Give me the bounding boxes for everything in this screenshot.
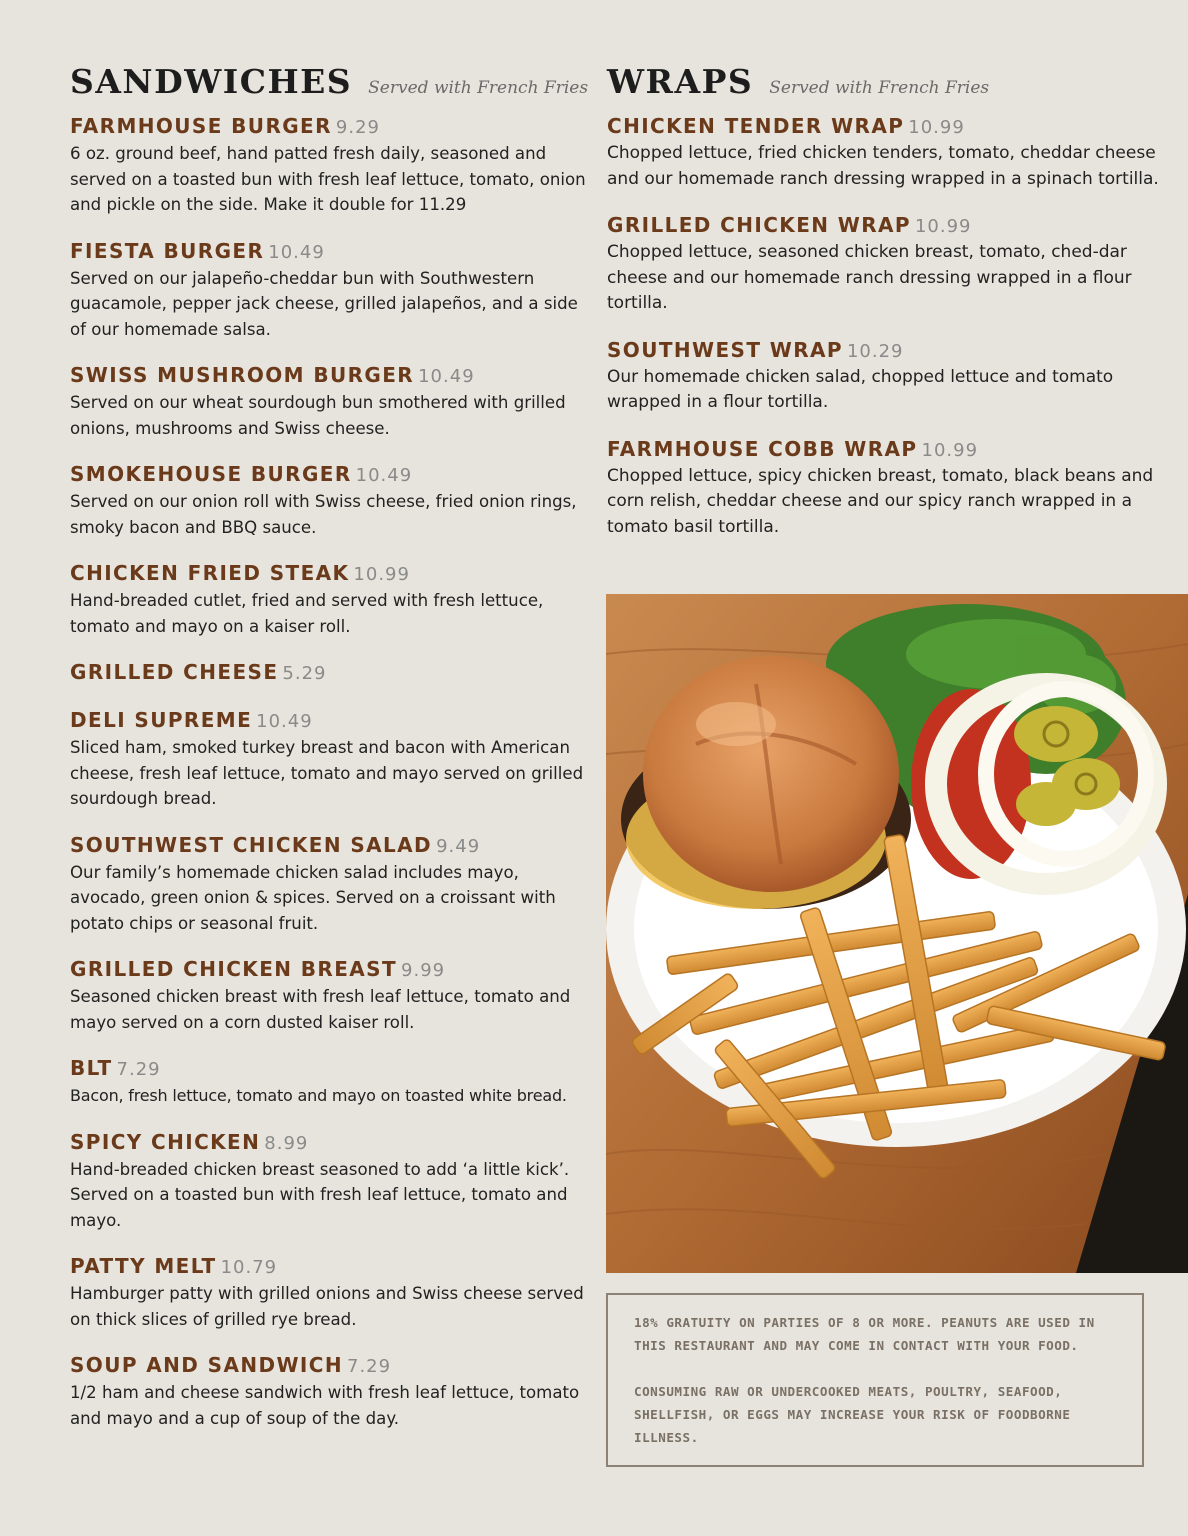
item-name: DELI SUPREME — [70, 708, 253, 732]
item-description: Seasoned chicken breast with fresh leaf lettuce, tomato and mayo served on a corn dusted kaiser roll. — [70, 987, 571, 1032]
menu-item — [70, 1129, 590, 1234]
menu-item — [70, 659, 590, 687]
menu-item — [70, 1352, 590, 1431]
menu-item — [607, 212, 1167, 317]
menu-item — [607, 436, 1167, 541]
item-price: 7.29 — [347, 1356, 392, 1377]
item-price: 10.29 — [846, 340, 904, 362]
item-name: SOUTHWEST WRAP — [607, 337, 843, 362]
item-description: Chopped lettuce, fried chicken tenders, tomato, cheddar cheese and our homemade ranch dressing wrapped in a spinach tortilla. — [607, 143, 1159, 189]
section-title: SANDWICHES — [70, 62, 353, 101]
item-price: 10.99 — [353, 564, 410, 585]
sandwiches-section — [70, 62, 590, 1451]
item-description: Chopped lettuce, spicy chicken breast, tomato, black beans and corn relish, cheddar cheese and our spicy ranch wrapped in a tomato basil tortilla. — [607, 465, 1154, 537]
item-description: 6 oz. ground beef, hand patted fresh daily, seasoned and served on a toasted bun with fresh leaf lettuce, tomato, onion and pickle on the side. Make it double for 11.29 — [70, 144, 586, 214]
item-price: 9.49 — [436, 835, 481, 857]
section-subtitle: Served with French Fries — [769, 78, 990, 98]
item-price: 7.29 — [116, 1059, 161, 1080]
burger-fries-illustration — [606, 594, 1188, 1273]
section-title: WRAPS — [607, 62, 754, 101]
item-name: GRILLED CHICKEN BREAST — [70, 957, 398, 981]
item-name: FIESTA BURGER — [70, 238, 265, 263]
item-description: Our homemade chicken salad, chopped lettuce and tomato wrapped in a flour tortilla. — [607, 366, 1114, 412]
item-description: Our family’s homemade chicken salad includes mayo, avocado, green onion & spices. Served on a croissant with potato chips or seasonal fruit. — [70, 862, 556, 933]
menu-item — [70, 362, 590, 441]
menu-item — [70, 707, 590, 812]
item-price: 10.49 — [268, 241, 325, 263]
item-name: SOUTHWEST CHICKEN SALAD — [70, 832, 433, 857]
item-price: 10.49 — [256, 711, 313, 732]
item-name: FARMHOUSE COBB WRAP — [607, 436, 918, 461]
item-name: GRILLED CHEESE — [70, 660, 279, 684]
item-name: SPICY CHICKEN — [70, 1129, 261, 1154]
item-name: SWISS MUSHROOM BURGER — [70, 363, 415, 387]
item-name: GRILLED CHICKEN WRAP — [607, 213, 911, 237]
item-price: 10.99 — [908, 117, 965, 138]
item-description: 1/2 ham and cheese sandwich with fresh leaf lettuce, tomato and mayo and a cup of soup of the day. — [70, 1383, 580, 1428]
menu-item — [70, 832, 590, 937]
item-name: CHICKEN FRIED STEAK — [70, 561, 350, 585]
item-name: PATTY MELT — [70, 1254, 217, 1278]
food-safety-warning: CONSUMING RAW OR UNDERCOOKED MEATS, POULTRY, SEAFOOD, SHELLFISH, OR EGGS MAY INCREASE YOUR RISK OF FOODBORNE ILLNESS. — [634, 1384, 1071, 1445]
item-description: Sliced ham, smoked turkey breast and bacon with American cheese, fresh leaf lettuce, tomato and mayo served on grilled sourdough bread. — [70, 738, 584, 808]
sandwiches-header — [70, 62, 590, 101]
item-price: 10.49 — [355, 465, 413, 486]
wraps-section — [607, 62, 1167, 560]
item-price: 5.29 — [282, 663, 327, 684]
item-price: 10.99 — [914, 216, 972, 237]
item-description: Chopped lettuce, seasoned chicken breast, tomato, ched-dar cheese and our homemade ranch dressing wrapped in a flour tortilla. — [607, 242, 1132, 313]
item-description: Served on our wheat sourdough bun smothered with grilled onions, mushrooms and Swiss cheese. — [70, 393, 566, 438]
item-name: FARMHOUSE BURGER — [70, 114, 332, 138]
item-description: Served on our onion roll with Swiss cheese, fried onion rings, smoky bacon and BBQ sauce. — [70, 492, 577, 537]
item-description: Bacon, fresh lettuce, tomato and mayo on toasted white bread. — [70, 1086, 567, 1105]
menu-item — [70, 1253, 590, 1332]
section-subtitle: Served with French Fries — [368, 78, 589, 98]
item-name: SOUP AND SANDWICH — [70, 1353, 343, 1377]
item-price: 9.99 — [401, 960, 446, 981]
item-price: 9.29 — [335, 117, 380, 138]
item-description: Hamburger patty with grilled onions and Swiss cheese served on thick slices of grilled rye bread. — [70, 1284, 584, 1329]
item-description: Served on our jalapeño-cheddar bun with Southwestern guacamole, pepper jack cheese, grilled jalapeños, and a side of our homemade salsa. — [70, 268, 578, 339]
menu-item — [70, 956, 590, 1035]
menu-item — [70, 461, 590, 540]
menu-item — [70, 238, 590, 343]
item-price: 8.99 — [264, 1132, 309, 1154]
gratuity-notice: 18% GRATUITY ON PARTIES OF 8 OR MORE. PEANUTS ARE USED IN THIS RESTAURANT AND MAY COME IN CONTACT WITH YOUR FOOD. — [634, 1315, 1095, 1353]
menu-item — [70, 1055, 590, 1109]
menu-item — [607, 113, 1167, 192]
item-price: 10.79 — [220, 1257, 278, 1278]
item-price: 10.49 — [418, 366, 475, 387]
wraps-header — [607, 62, 1167, 101]
item-name: CHICKEN TENDER WRAP — [607, 114, 905, 138]
item-name: BLT — [70, 1056, 113, 1080]
item-description: Hand-breaded chicken breast seasoned to add ‘a little kick’. Served on a toasted bun with fresh leaf lettuce, tomato and mayo. — [70, 1159, 570, 1230]
notice-box — [606, 1293, 1144, 1467]
menu-item — [70, 560, 590, 639]
menu-item — [70, 113, 590, 218]
menu-item — [607, 337, 1167, 416]
item-description: Hand-breaded cutlet, fried and served with fresh lettuce, tomato and mayo on a kaiser roll. — [70, 591, 544, 636]
item-name: SMOKEHOUSE BURGER — [70, 462, 352, 486]
burger-fries-photo — [606, 594, 1188, 1273]
item-price: 10.99 — [921, 439, 979, 461]
